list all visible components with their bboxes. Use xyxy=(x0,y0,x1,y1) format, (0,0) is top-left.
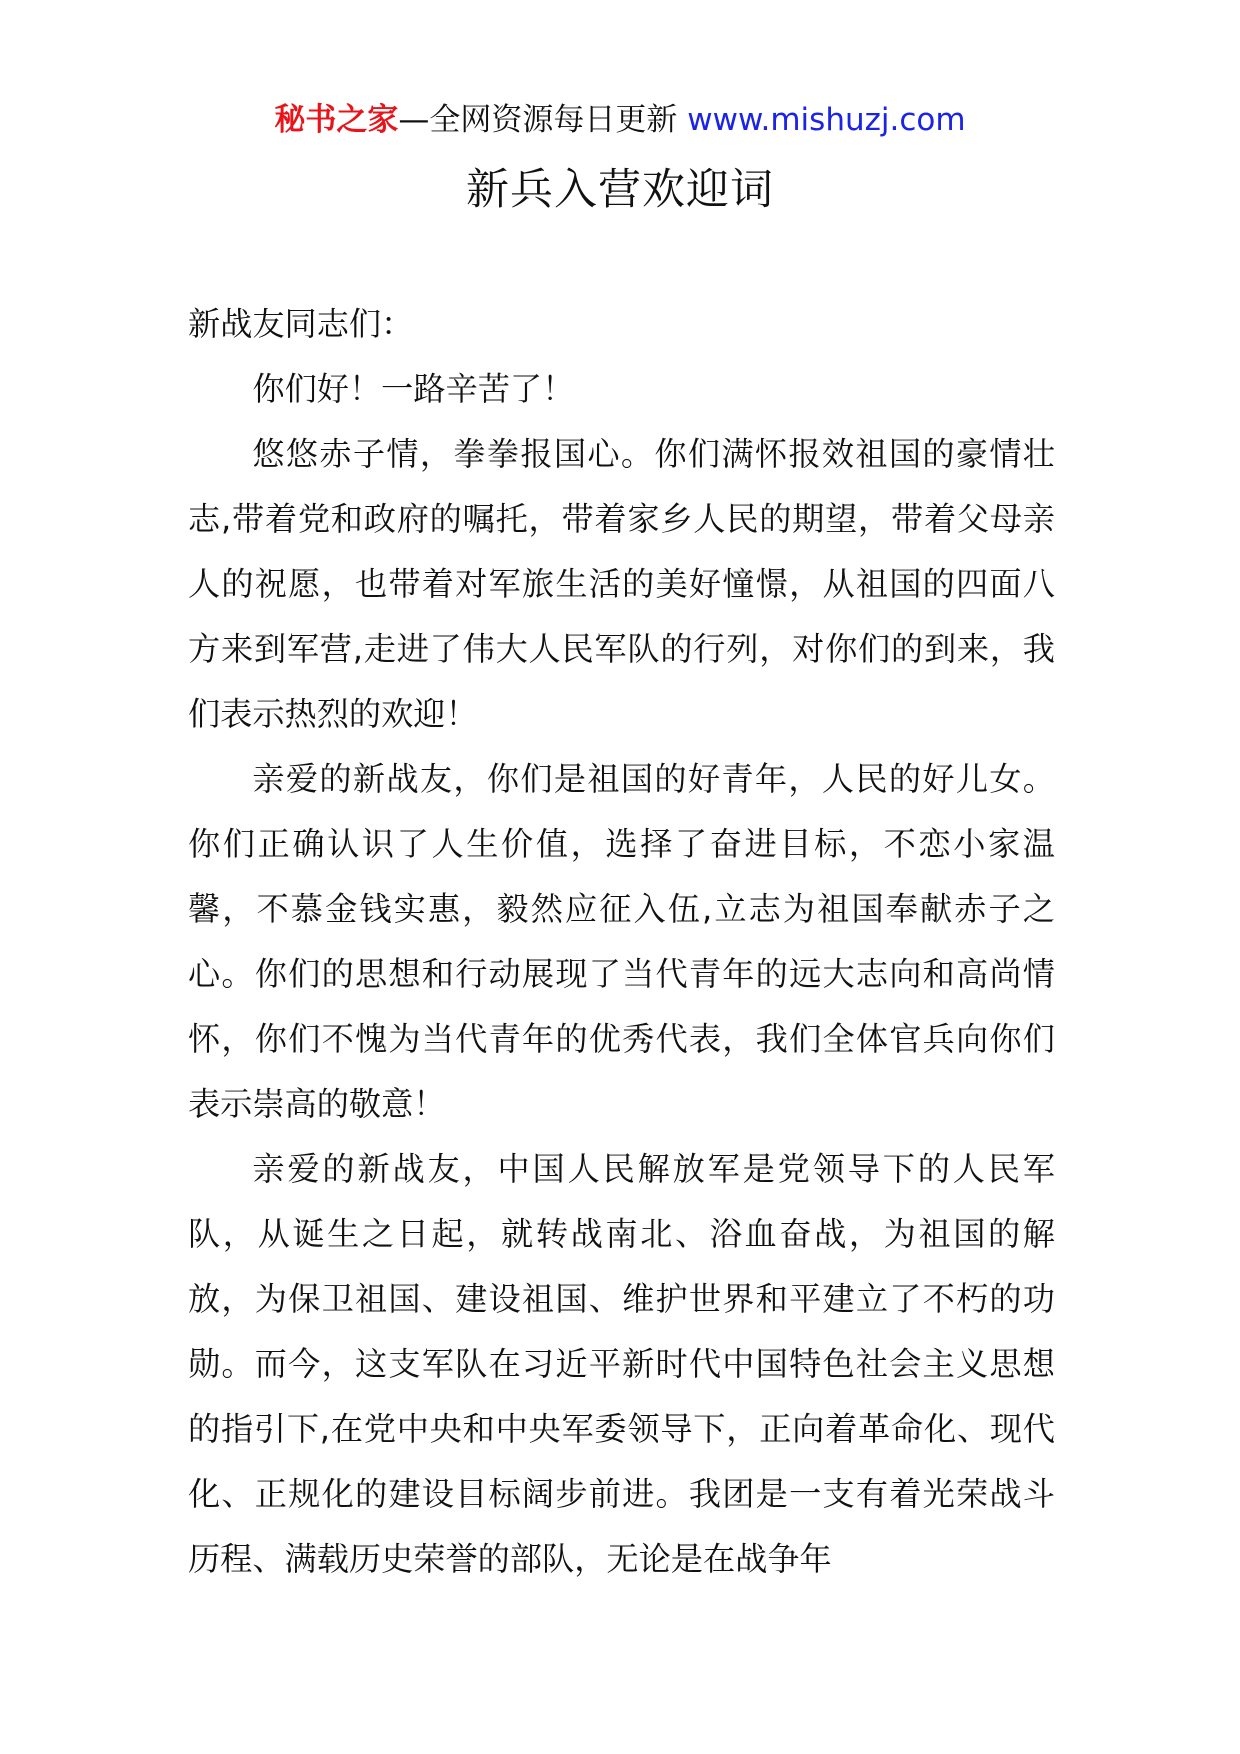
paragraph: 悠悠赤子情，拳拳报国心。你们满怀报效祖国的豪情壮志,带着党和政府的嘱托，带着家乡人民的期望，带着父母亲人的祝愿，也带着对军旅生活的美好憧憬，从祖国的四面八方来到军营,走进了伟大人民军队的行列，对你们的到来，我们表示热烈的欢迎！ xyxy=(188,435,1055,733)
site-url-link[interactable]: www.mishuzj.com xyxy=(687,102,966,138)
paragraph: 你们好！一路辛苦了！ xyxy=(252,370,575,408)
paragraph: 亲爱的新战友，你们是祖国的好青年，人民的好儿女。你们正确认识了人生价值，选择了奋进目标，不恋小家温馨，不慕金钱实惠，毅然应征入伍,立志为祖国奉献赤子之心。你们的思想和行动展现了当代青年的远大志向和高尚情怀，你们不愧为当代青年的优秀代表，我们全体官兵向你们表示崇高的敬意！ xyxy=(188,760,1055,1123)
greeting-line: 新战友同志们： xyxy=(188,305,414,343)
brand-name: 秘书之家 xyxy=(274,102,399,138)
document-title: 新兵入营欢迎词 xyxy=(466,165,774,215)
header-tagline: —全网资源每日更新 xyxy=(398,102,678,138)
paragraph: 亲爱的新战友，中国人民解放军是党领导下的人民军队，从诞生之日起，就转战南北、浴血奋战，为祖国的解放，为保卫祖国、建设祖国、维护世界和平建立了不朽的功勋。而今，这支军队在习近平新时代中国特色社会主义思想的指引下,在党中央和中央军委领导下，正向着革命化、现代化、正规化的建设目标阔步前进。我团是一支有着光荣战斗历程、满载历史荣誉的部队，无论是在战争年 xyxy=(188,1150,1055,1578)
site-header xyxy=(0,98,1240,142)
document-body xyxy=(188,292,1055,1592)
